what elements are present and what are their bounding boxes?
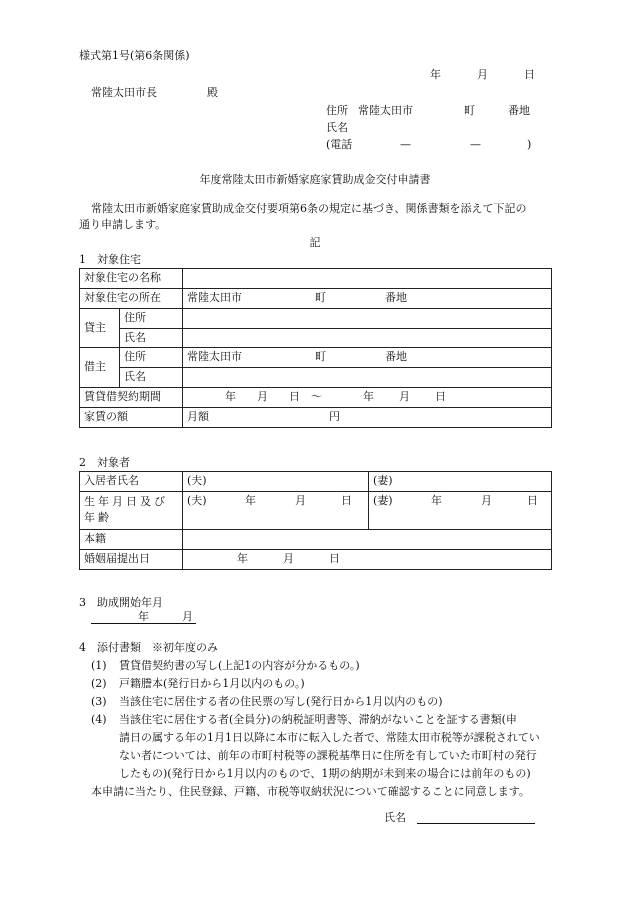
applicant-address-city: 常陸太田市 [358,104,413,117]
lessor-name-value[interactable] [183,328,552,348]
lessee-city: 常陸太田市 [187,350,242,364]
domicile-value[interactable] [183,529,552,549]
wife-tag-birth: (妻) [373,493,393,507]
honorific: 殿 [207,86,218,99]
intro-line-1: 常陸太田市新婚家庭家賃助成金交付要項第6条の規定に基づき、関係書類を添えて下記の [91,202,527,215]
husband-name[interactable] [183,472,369,492]
rent-monthly: 月額 [187,409,209,423]
date-day-label: 日 [524,68,535,81]
lessee-name-label: 氏名 [120,368,183,388]
lease-start-year: 年 [225,390,236,404]
form-number: 様式第1号(第6条関係) [79,49,190,62]
marriage-date-value[interactable] [183,549,552,569]
attach-item-1-text: 賃貸借契約書の写し(上記1の内容が分かるもの。) [119,659,360,672]
rent-yen: 円 [329,409,340,423]
start-month: 月 [182,610,193,623]
husband-birth-month: 月 [295,493,306,507]
section4-heading: 4 添付書類 ※初年度のみ [79,641,218,654]
phone-close: ) [527,138,532,151]
location-town: 町 [315,290,326,304]
wife-birth-year: 年 [431,493,442,507]
lessor-name-label: 氏名 [120,328,183,348]
marriage-year: 年 [237,551,248,565]
consent-statement: 本申請に当たり、住民登録、戸籍、市税等収納状況について確認することに同意します。 [91,785,530,798]
date-year-label: 年 [430,68,441,81]
lease-end-year: 年 [363,390,374,404]
attach-item-1-num: (1) [91,659,107,672]
housing-name-value[interactable] [183,269,552,289]
housing-name-label: 対象住宅の名称 [80,269,183,289]
husband-birth-day: 日 [341,493,352,507]
attach-item-3-num: (3) [91,695,107,708]
rent-value[interactable] [183,407,552,427]
wife-birth-day: 日 [527,493,538,507]
domicile-label: 本籍 [80,529,183,549]
marriage-day: 日 [329,551,340,565]
wife-tag: (妻) [373,474,393,487]
section2-heading: 2 対象者 [79,456,130,469]
lease-period-value[interactable] [183,388,552,408]
signature-name-label: 氏名 [384,811,406,824]
lease-tilde: ～ [311,390,322,404]
start-year: 年 [138,610,149,623]
lease-start-day: 日 [289,390,300,404]
lessee-lot: 番地 [385,350,407,364]
attach-item-4-text: 当該住宅に居住する者(全員分)の納税証明書等、滞納がないことを証する書類(申 [119,713,517,726]
lease-end-day: 日 [435,390,446,404]
resident-name-label: 入居者氏名 [80,472,183,492]
husband-tag-birth: (夫) [187,493,207,507]
attach-item-2-text: 戸籍謄本(発行日から1月以内のもの。) [119,677,305,690]
lease-end-month: 月 [399,390,410,404]
attach-item-4-cont-2: ない者については、前年の市町村税等の課税基準日に住所を有していた市町村の発行 [119,749,537,762]
date-month-label: 月 [477,68,488,81]
lessee-town: 町 [315,350,326,364]
husband-tag: (夫) [187,474,207,487]
housing-location-value[interactable] [183,288,552,308]
attach-item-4-cont-3: したもの)(発行日から1月以内のもので、1期の納期が未到来の場合には前年のもの) [119,767,531,780]
lease-period-label: 賃貸借契約期間 [80,388,183,408]
lessee-address-label: 住所 [120,348,183,368]
intro-line-2: 通り申請します。 [79,218,167,231]
location-city: 常陸太田市 [187,290,242,304]
attach-item-2-num: (2) [91,677,107,690]
birth-label: 生年月日及び年齢 [80,491,183,529]
lessee-name-value[interactable] [183,368,552,388]
attach-item-3-text: 当該住宅に居住する者の住民票の写し(発行日から1月以内のもの) [119,695,443,708]
signature-line[interactable] [417,812,535,824]
rent-label: 家賃の額 [80,407,183,427]
wife-birth-month: 月 [481,493,492,507]
applicant-name-label: 氏名 [326,121,348,134]
wife-name[interactable] [369,472,552,492]
lessor-label: 貸主 [80,308,120,348]
lessee-address-value[interactable] [183,348,552,368]
marriage-month: 月 [283,551,294,565]
attach-item-4-cont-1: 請日の属する年の1月1日以降に本市に転入した者で、常陸太田市税等が課税されてい [119,731,540,744]
phone-dash-2: — [470,138,481,151]
persons-table [79,471,552,570]
housing-location-label: 対象住宅の所在 [80,288,183,308]
attach-item-4-num: (4) [91,713,107,726]
section3-heading: 3 助成開始年月 [79,596,163,609]
marriage-date-label: 婚姻届提出日 [80,549,183,569]
applicant-address-lot: 番地 [508,104,530,117]
husband-birth-year: 年 [245,493,256,507]
applicant-address-label: 住所 [326,104,348,117]
lessee-label: 借主 [80,348,120,388]
applicant-address-town: 町 [464,104,475,117]
lessor-address-label: 住所 [120,308,183,328]
section1-heading: 1 対象住宅 [79,253,141,266]
phone-dash-1: — [400,138,411,151]
ki-label: 記 [309,236,321,249]
document-title: 年度常陸太田市新婚家庭家賃助成金交付申請書 [199,173,431,186]
applicant-phone-label: (電話 [326,138,353,151]
lessor-address-value[interactable] [183,308,552,328]
housing-table [79,268,552,428]
husband-birth[interactable] [183,491,369,529]
lease-start-month: 月 [257,390,268,404]
addressee: 常陸太田市長 [91,86,157,99]
wife-birth[interactable] [369,491,552,529]
location-lot: 番地 [385,290,407,304]
